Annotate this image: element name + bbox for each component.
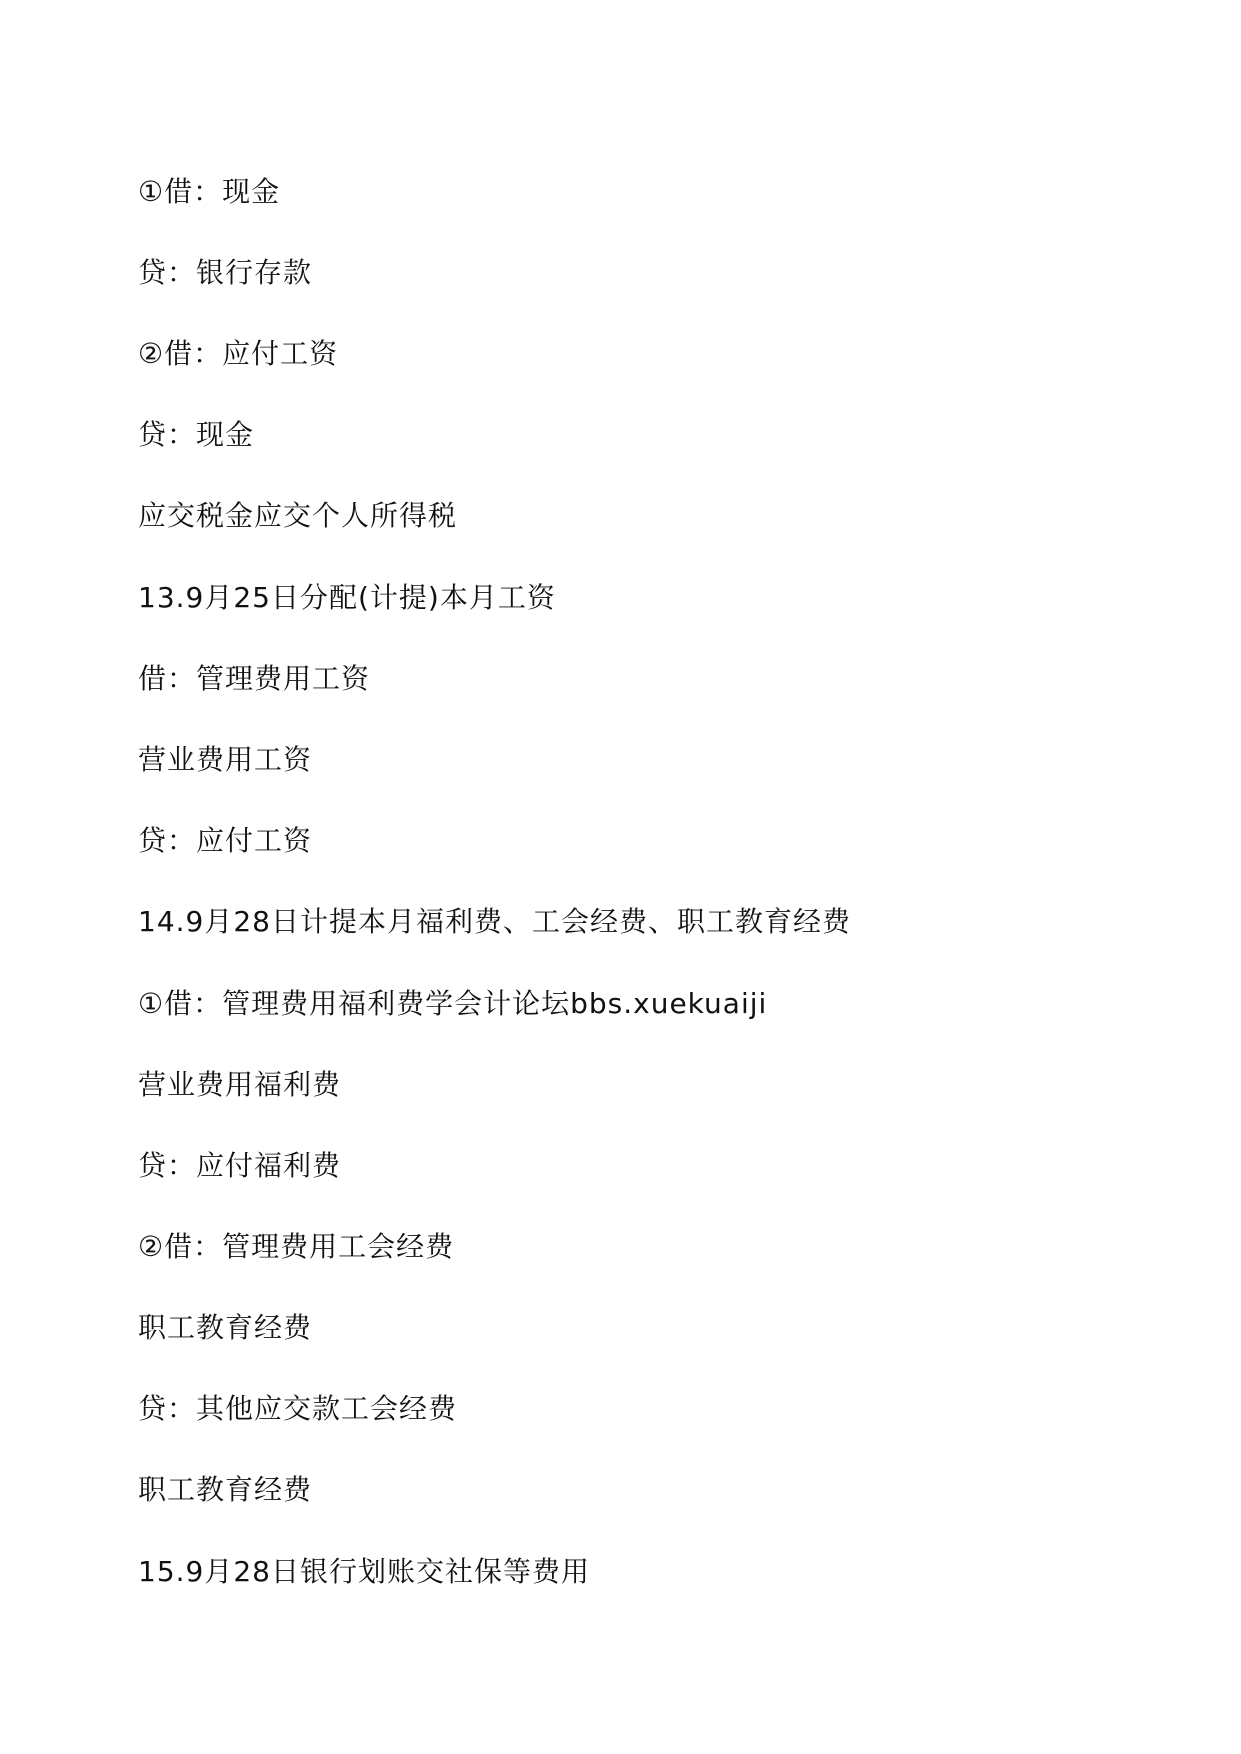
entry-credit-bank-deposit: 贷：银行存款 (138, 256, 313, 289)
entry-staff-education-2: 职工教育经费 (138, 1473, 313, 1506)
entry-debit-admin-union: ②借：管理费用工会经费 (138, 1230, 455, 1263)
entry-debit-admin-welfare: ①借：管理费用福利费学会计论坛bbs.xuekuaiji (138, 987, 768, 1020)
entry-debit-cash: ①借：现金 (138, 175, 281, 208)
entry-operating-welfare: 营业费用福利费 (138, 1068, 342, 1101)
entry-credit-other-payables: 贷：其他应交款工会经费 (138, 1392, 458, 1425)
section-heading-15: 15.9月28日银行划账交社保等费用 (138, 1555, 590, 1588)
entry-credit-welfare-payable: 贷：应付福利费 (138, 1149, 342, 1182)
entry-debit-wages-payable: ②借：应付工资 (138, 337, 339, 370)
entry-operating-wages: 营业费用工资 (138, 743, 313, 776)
entry-credit-wages-payable: 贷：应付工资 (138, 824, 313, 857)
entry-staff-education: 职工教育经费 (138, 1311, 313, 1344)
entry-income-tax: 应交税金应交个人所得税 (138, 499, 458, 532)
section-heading-14: 14.9月28日计提本月福利费、工会经费、职工教育经费 (138, 905, 851, 938)
section-heading-13: 13.9月25日分配(计提)本月工资 (138, 581, 556, 614)
entry-credit-cash: 贷：现金 (138, 418, 255, 451)
entry-debit-admin-wages: 借：管理费用工资 (138, 662, 371, 695)
